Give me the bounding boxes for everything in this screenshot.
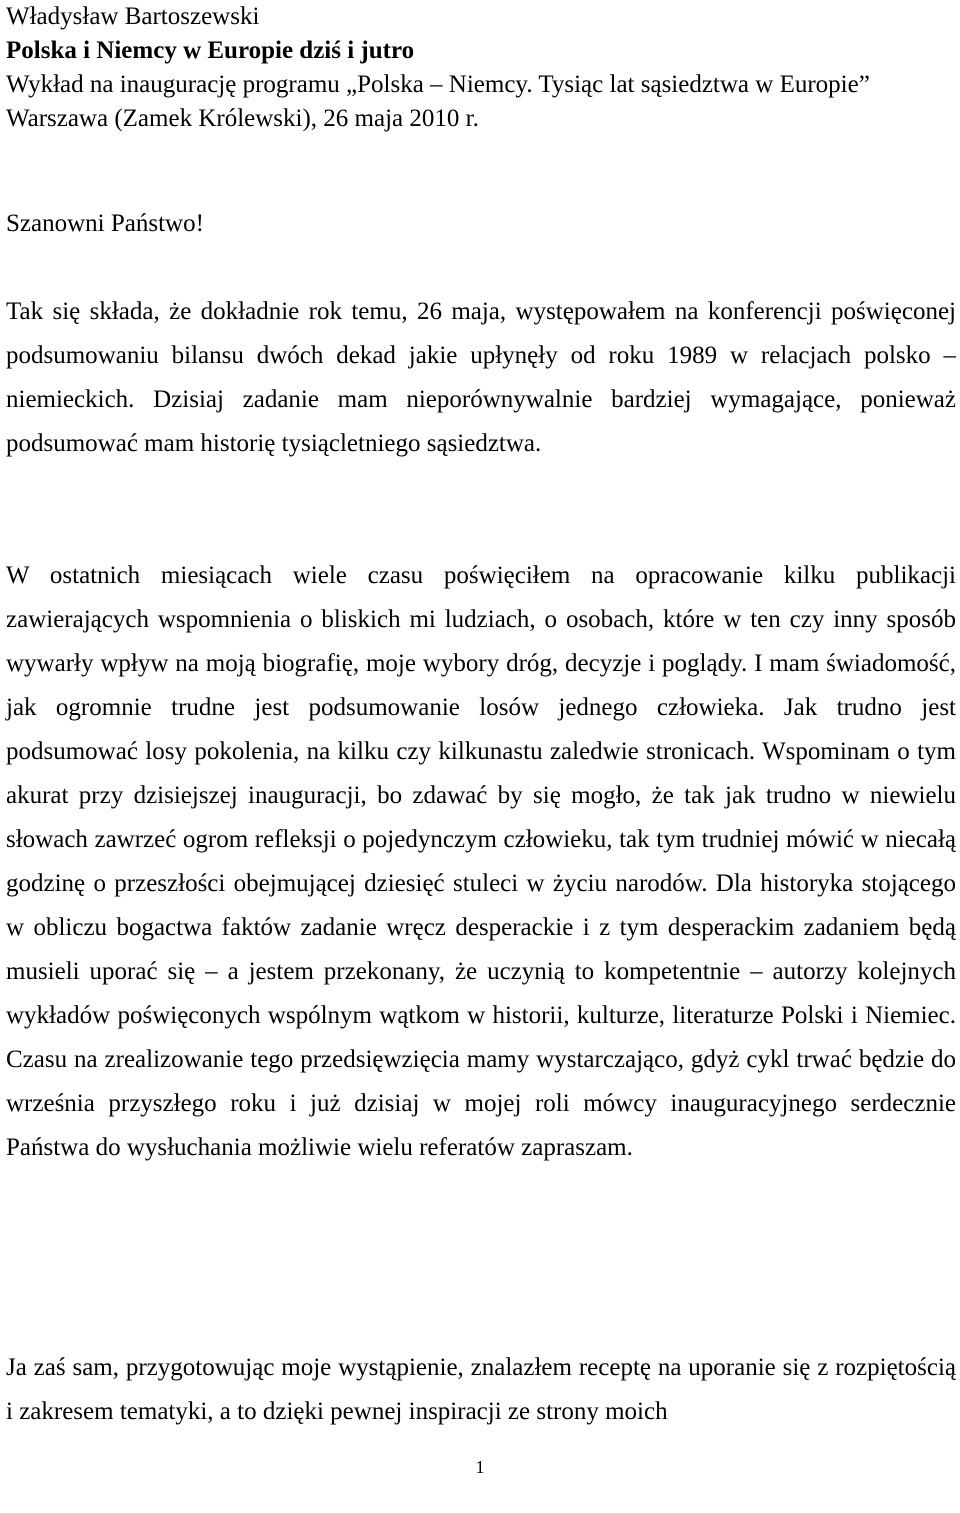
document-subtitle: Wykład na inaugurację programu „Polska – Niemcy. Tysiąc lat sąsiedztwa w Europie”	[6, 71, 870, 98]
author-name: Władysław Bartoszewski	[6, 3, 260, 30]
document-header	[6, 0, 956, 136]
paragraph-3: Ja zaś sam, przygotowując moje wystąpienie, znalazłem receptę na uporanie się z rozpiętością i zakresem tematyki, a to dzięki pewnej inspiracji ze strony moich	[6, 1354, 956, 1425]
paragraph-1: Tak się składa, że dokładnie rok temu, 26 maja, występowałem na konferencji poświęconej podsumowaniu bilansu dwóch dekad jakie upłynęły od roku 1989 w relacjach polsko – niemieckich. Dzisiaj zadanie mam nieporównywalnie bardziej wymagające, ponieważ podsumować mam historię tysiącletniego sąsiedztwa.	[6, 298, 956, 457]
document-title: Polska i Niemcy w Europie dziś i jutro	[6, 37, 415, 64]
place-and-date: Warszawa (Zamek Królewski), 26 maja 2010 r.	[6, 105, 479, 132]
paragraph-2: W ostatnich miesiącach wiele czasu poświęciłem na opracowanie kilku publikacji zawierających wspomnienia o bliskich mi ludziach, o osobach, które w ten czy inny sposób wywarły wpływ na moją biografię, moje wybory dróg, decyzje i poglądy. I mam świadomość, jak ogromnie trudne jest podsumowanie losów jednego człowieka. Jak trudno jest podsumować losy pokolenia, na kilku czy kilkunastu zaledwie stronicach. Wspominam o tym akurat przy dzisiejszej inauguracji, bo zdawać by się mogło, że tak jak trudno w niewielu słowach zawrzeć ogrom refleksji o pojedynczym człowieku, tak tym trudniej mówić w niecałą godzinę o przeszłości obejmującej dziesięć stuleci w życiu narodów. Dla historyka stojącego w obliczu bogactwa faktów zadanie wręcz desperackie i z tym desperackim zadaniem będą musieli uporać się – a jestem przekonany, że uczynią to kompetentnie – autorzy kolejnych wykładów poświęconych wspólnym wątkom w historii, kulturze, literaturze Polski i Niemiec. Czasu na zrealizowanie tego przedsięwzięcia mamy wystarczająco, gdyż cykl trwać będzie do września przyszłego roku i już dzisiaj w mojej roli mówcy inauguracyjnego serdecznie Państwa do wysłuchania możliwie wielu referatów zapraszam.	[6, 562, 956, 1161]
salutation: Szanowni Państwo!	[6, 210, 204, 237]
page-number: 1	[475, 1457, 485, 1477]
